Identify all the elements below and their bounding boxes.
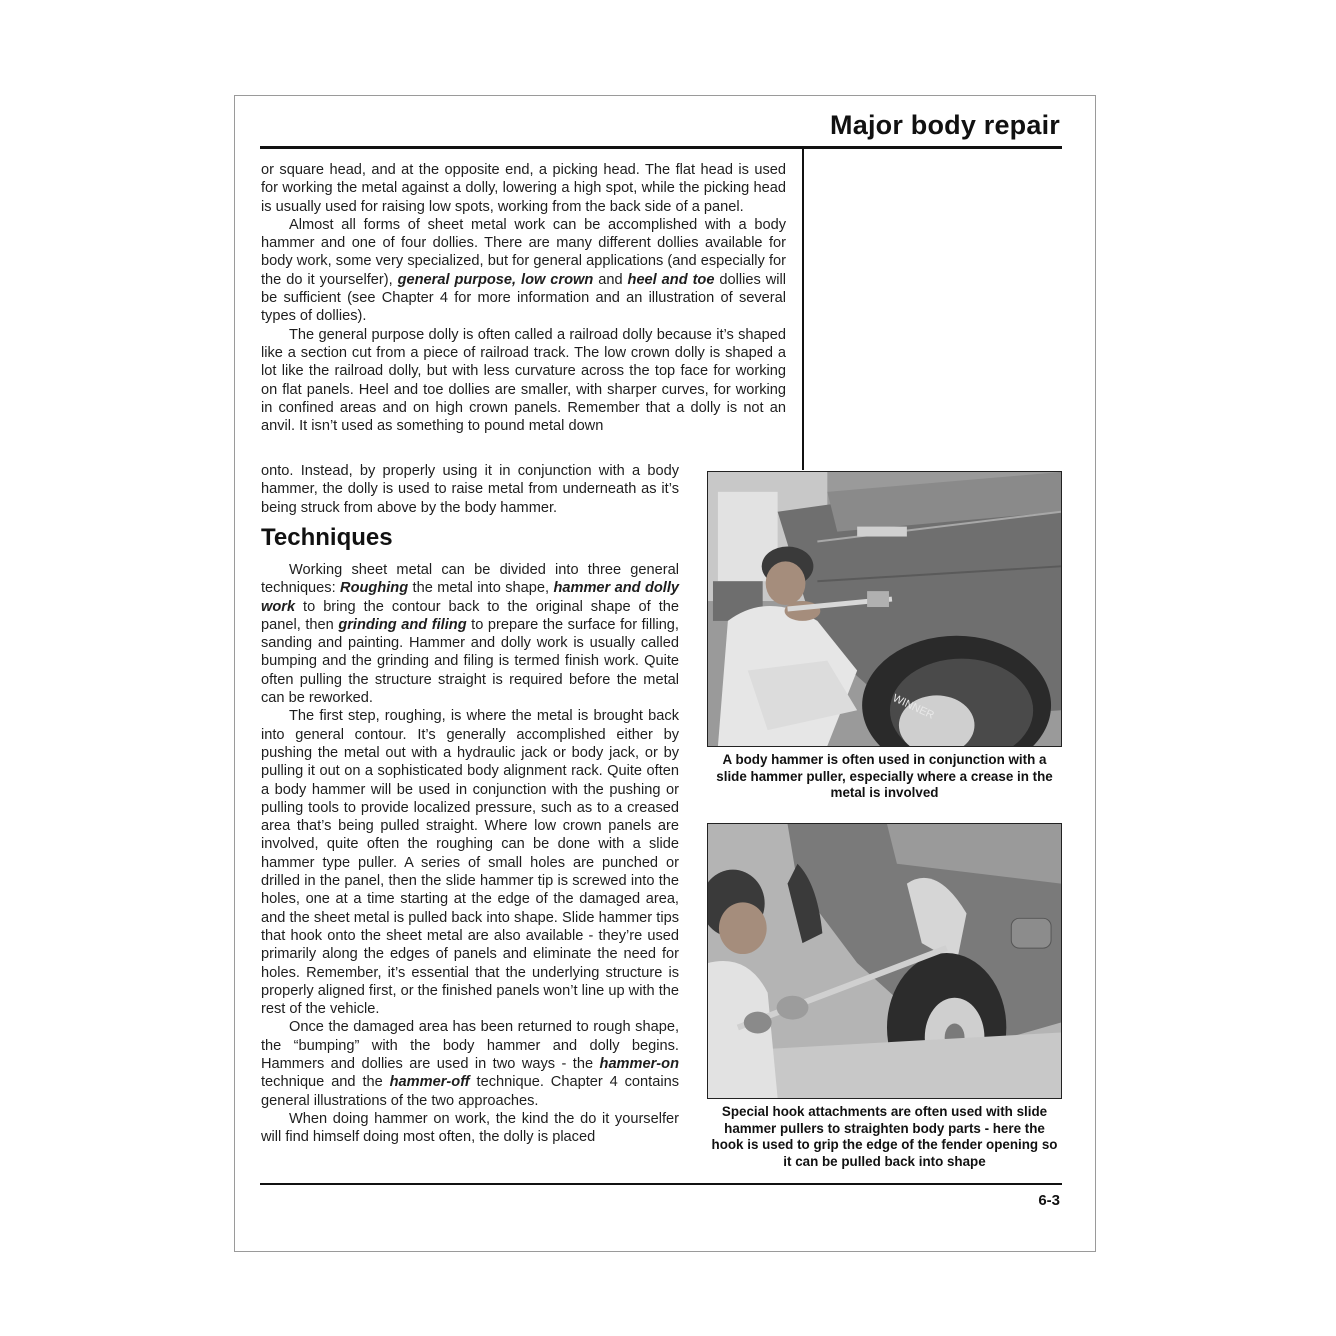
paragraph: Once the damaged area has been returned to rough shape, the “bumping” with the body hammer and dolly begins. Hammers and dollies are used in two ways - the hammer-on technique and the hammer-off technique. Chapter 4 contains general illustrations of the two approaches. — [261, 1019, 679, 1109]
section-heading: Techniques — [261, 524, 393, 551]
paragraph: or square head, and at the opposite end, a picking head. The flat head is used for working the metal against a dolly, lowering a high spot, while the picking head is usually used for raising low spots, working from the back side of a panel. — [261, 162, 786, 215]
manual-page — [234, 95, 1096, 1252]
photo-body-hammer — [707, 471, 1062, 747]
header-rule — [260, 146, 1062, 149]
tire-brand-text: WINNER — [890, 692, 936, 722]
emphasis: heel and toe — [627, 271, 715, 288]
photo-caption: Special hook attachments are often used with slide hammer pullers to straighten body parts - here the hook is used to grip the edge of the fender opening so it can be pulled back into shape — [711, 1104, 1058, 1169]
photo-caption: A body hammer is often used in conjunction with a slide hammer puller, especially where a crease in the metal is involved — [716, 752, 1053, 800]
continued-text-block — [261, 462, 679, 517]
page-header-title: Major body repair — [830, 110, 1060, 140]
emphasis: general purpose, low crown — [397, 271, 594, 288]
photo-hook-attachment — [707, 823, 1062, 1099]
page-number: 6-3 — [1038, 1192, 1060, 1209]
paragraph: The general purpose dolly is often called a railroad dolly because it’s shaped like a section cut from a piece of railroad track. The low crown dolly is shaped a lot like the railroad dolly, but with less curvature across the top face for working on flat panels. Heel and toe dollies are smaller, with sharper curves, for working in confined areas and on high crown panels. Remember that a dolly is not an anvil. It isn’t used as something to pound metal down — [261, 326, 786, 435]
footer-rule — [260, 1183, 1062, 1185]
paragraph: When doing hammer on work, the kind the do it yourselfer will find himself doing most often, the dolly is placed — [261, 1110, 679, 1146]
section-body — [261, 561, 679, 1147]
paragraph: Working sheet metal can be divided into three general techniques: Roughing the metal into shape, hammer and dolly work to bring the contour back to the original shape of the panel, then grinding and filing to prepare the surface for filling, sanding and painting. Hammer and dolly work is usually called bumping and the grinding and filing is termed finish work. Quite often pulling the structure straight is required before the metal can be reworked. — [261, 562, 680, 707]
paragraph: Almost all forms of sheet metal work can be accomplished with a body hammer and one of four dollies. There are many different dollies available for body work, some very specialized, but for general applications (and especially for the do it yourselfer), general purpose, low crown and heel and toe dollies will be sufficient (see Chapter 4 for more information and an illustration of several types of dollies). — [261, 216, 787, 325]
intro-text-block — [261, 161, 786, 435]
paragraph: onto. Instead, by properly using it in conjunction with a body hammer, the dolly is used to raise metal from underneath as it’s being struck from above by the body hammer. — [261, 463, 679, 516]
paragraph: The first step, roughing, is where the metal is brought back into general contour. It’s generally accomplished either by pushing the metal out with a hydraulic jack or body jack, or by pulling it out on a sophisticated body alignment rack. Quite often a body hammer will be used in conjunction with the pushing or pulling tools to provide localized pressure, such as to a creased area that’s being pulled straight. Where low crown panels are involved, quite often the roughing can be done with a slide hammer type puller. A series of small holes are punched or drilled in the panel, then the slide hammer tip is screwed into the holes, one at a time starting at the edge of the damaged area, and the sheet metal is pulled back into shape. Slide hammer tips that hook onto the sheet metal are also available - they’re used primarily along the edges of panels and eliminate the need for holes. Remember, it’s essential that the underlying structure is properly aligned first, or the finished panels won’t line up with the rest of the vehicle. — [261, 708, 679, 1018]
margin-rule — [802, 148, 804, 470]
